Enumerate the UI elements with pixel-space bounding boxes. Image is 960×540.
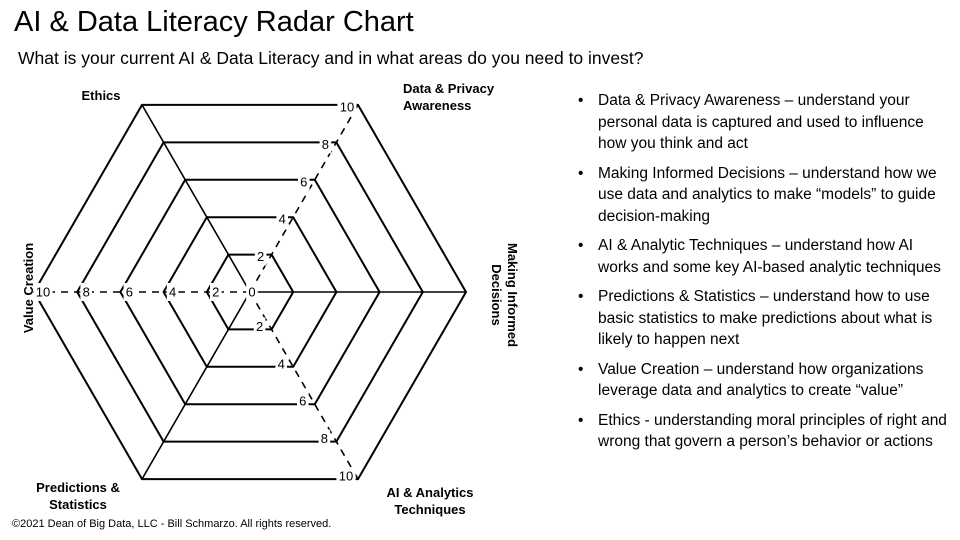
axis-label-ethics (81, 88, 120, 103)
svg-text:6: 6 (299, 393, 307, 409)
tick-upper-2 (255, 248, 267, 266)
svg-text:Techniques: Techniques (394, 502, 466, 517)
bullet-icon: • (578, 92, 584, 109)
bullet-text: Predictions & Statistics – understand how to use basic statistics to make predictions about what is likely to happen next (598, 288, 933, 348)
svg-text:8: 8 (82, 284, 90, 300)
bullet-text: Making Informed Decisions – understand how we use data and analytics to make “models” to guide decision-making (598, 164, 937, 225)
svg-text:2: 2 (212, 284, 220, 300)
svg-text:2: 2 (255, 318, 264, 334)
tick-upper-8 (320, 135, 332, 153)
svg-text:2: 2 (256, 249, 265, 265)
tick-lower-10 (336, 467, 355, 485)
axis-label-making-informed-decisions (489, 243, 520, 347)
tick-left-4 (167, 283, 179, 301)
bullet-icon: • (578, 411, 584, 429)
bullet-text: Data & Privacy Awareness – understand your personal data is captured and used to influence how you think and act (598, 92, 924, 152)
tick-upper-10 (337, 98, 356, 116)
svg-text:6: 6 (125, 284, 134, 300)
svg-text:Statistics: Statistics (49, 497, 107, 512)
tick-lower-2 (254, 317, 266, 335)
tick-upper-6 (298, 173, 310, 191)
bullet-icon: • (578, 164, 584, 182)
tick-left-8 (80, 283, 92, 301)
svg-text:Value Creation: Value Creation (21, 242, 36, 334)
radar-spoke-ethics (142, 105, 250, 292)
bullet-text: Ethics - understanding moral principles of right and wrong that govern a person’s behavior or actions (598, 411, 947, 450)
bullet-icon: • (578, 360, 584, 378)
axis-label-predictions-statistics (36, 480, 120, 512)
svg-text:4: 4 (277, 356, 285, 372)
tick-lower-4 (275, 355, 287, 373)
bullet-item (576, 235, 948, 278)
svg-text:10: 10 (339, 99, 355, 115)
svg-text:4: 4 (278, 211, 286, 227)
tick-left-2 (210, 283, 222, 301)
axis-label-ai-analytics-techniques (387, 485, 474, 517)
axis-label-value-creation (21, 243, 36, 333)
tick-center (246, 283, 258, 301)
tick-left-6 (124, 283, 136, 301)
svg-text:0: 0 (248, 284, 256, 300)
bullet-icon: • (578, 288, 584, 305)
svg-text:Predictions &: Predictions & (36, 480, 120, 495)
bullet-text: AI & Analytic Techniques – understand how AI works and some key AI-based analytic techniques (598, 237, 941, 276)
svg-text:Ethics: Ethics (81, 88, 121, 103)
bullet-item (576, 90, 948, 155)
bullet-icon: • (578, 237, 584, 254)
svg-text:8: 8 (321, 136, 330, 152)
radar-spoke-predictions-statistics (142, 292, 250, 479)
svg-text:8: 8 (320, 431, 329, 447)
tick-upper-4 (276, 210, 288, 228)
page-title: AI & Data Literacy Radar Chart (14, 6, 414, 38)
dimension-descriptions (576, 90, 948, 461)
svg-text:6: 6 (300, 174, 308, 190)
bullet-item (576, 163, 948, 228)
page-subtitle: What is your current AI & Data Literacy and in what areas do you need to invest? (18, 48, 644, 68)
radar-spoke-ai-analytics-techniques (250, 292, 358, 479)
svg-text:10: 10 (338, 468, 354, 484)
tick-lower-6 (297, 392, 309, 410)
axis-label-data-privacy-awareness (403, 81, 495, 113)
tick-left-10 (33, 283, 52, 301)
bullet-text: Value Creation – understand how organizations leverage data and analytics to create “value” (598, 360, 924, 399)
svg-text:4: 4 (168, 284, 177, 300)
svg-text:Making Informed: Making Informed (505, 242, 520, 348)
bullet-item (576, 410, 948, 453)
bullet-item (576, 359, 948, 402)
bullet-item (576, 286, 948, 351)
tick-lower-8 (319, 430, 331, 448)
svg-text:Data & Privacy: Data & Privacy (403, 81, 495, 96)
copyright-footer: ©2021 Dean of Big Data, LLC - Bill Schmarzo. All rights reserved. (12, 518, 332, 530)
svg-text:Awareness: Awareness (403, 98, 472, 113)
svg-text:AI & Analytics: AI & Analytics (386, 485, 474, 500)
svg-text:10: 10 (35, 284, 51, 300)
svg-text:Decisions: Decisions (489, 264, 504, 326)
